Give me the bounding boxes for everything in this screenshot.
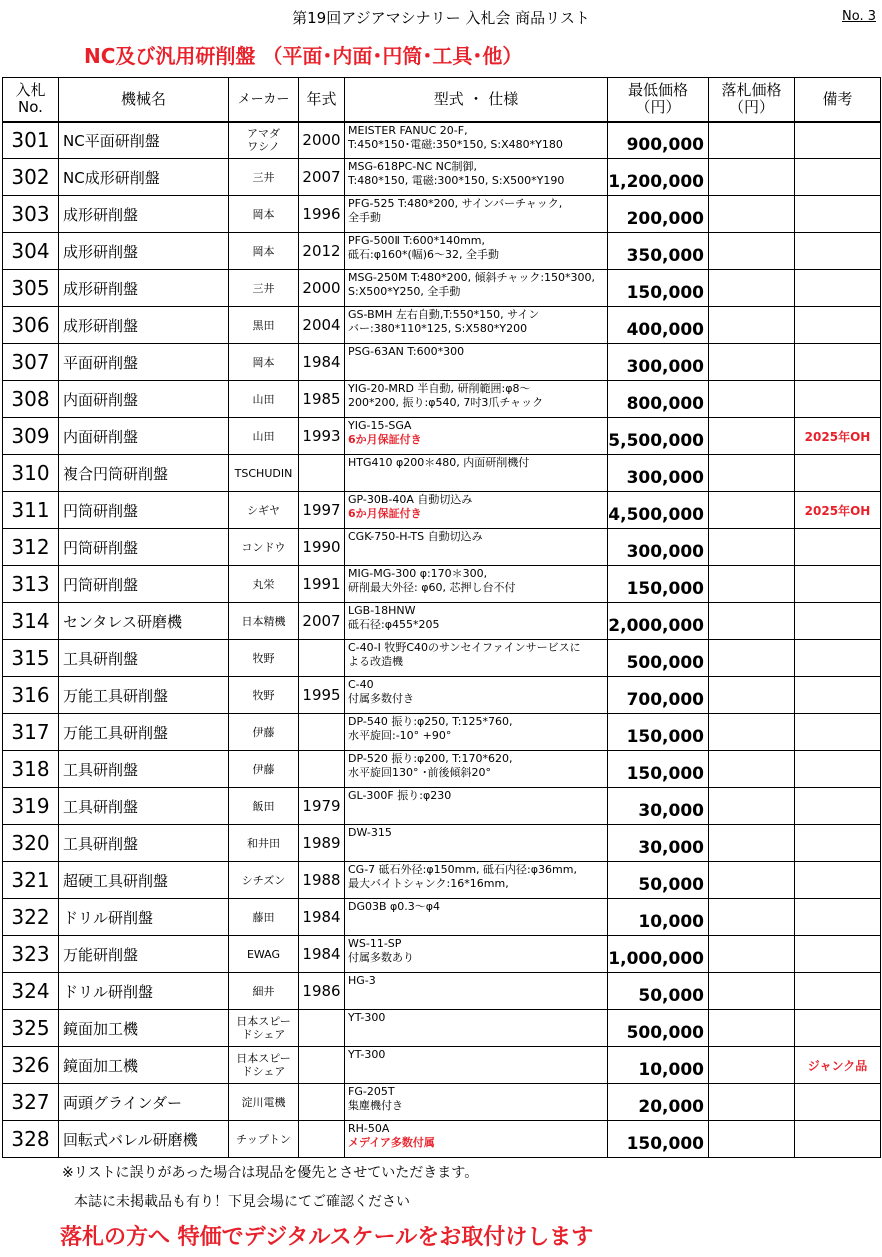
table-row xyxy=(3,825,881,862)
note xyxy=(795,825,881,862)
min-price: 800,000 xyxy=(608,381,709,418)
min-price: 4,500,000 xyxy=(608,492,709,529)
section-title: NC及び汎用研削盤 （平面･内面･円筒･工具･他） xyxy=(84,44,523,68)
year: 1991 xyxy=(299,566,345,603)
min-price: 300,000 xyxy=(608,529,709,566)
bid-price xyxy=(709,1121,795,1158)
bid-price xyxy=(709,492,795,529)
machine-name: 工具研削盤 xyxy=(59,825,229,862)
min-price: 200,000 xyxy=(608,196,709,233)
bid-price xyxy=(709,381,795,418)
bid-price xyxy=(709,1047,795,1084)
spec: CG-7 砥石外径:φ150mm, 砥石内径:φ36mm, 最大バイトシャンク:16*16mm, xyxy=(345,862,608,899)
year: 1984 xyxy=(299,899,345,936)
lot-number: 313 xyxy=(3,566,59,603)
spec: PFG-500Ⅱ T:600*140mm, 砥石:φ160*(幅)6～32, 全手動 xyxy=(345,233,608,270)
machine-name: 鏡面加工機 xyxy=(59,1047,229,1084)
bid-price xyxy=(709,936,795,973)
spec: PFG-525 T:480*200, サインバーチャック, 全手動 xyxy=(345,196,608,233)
maker: シチズン xyxy=(229,862,299,899)
maker: 三井 xyxy=(229,159,299,196)
table-row xyxy=(3,973,881,1010)
bid-price xyxy=(709,122,795,159)
year xyxy=(299,714,345,751)
spec: YIG-15-SGA 6か月保証付き xyxy=(345,418,608,455)
table-row xyxy=(3,1010,881,1047)
min-price: 50,000 xyxy=(608,862,709,899)
maker: EWAG xyxy=(229,936,299,973)
lot-number: 323 xyxy=(3,936,59,973)
spec: WS-11-SP 付属多数あり xyxy=(345,936,608,973)
table-row xyxy=(3,862,881,899)
spec: RH-50A メデイア多数付属 xyxy=(345,1121,608,1158)
note xyxy=(795,788,881,825)
spec: HG-3 xyxy=(345,973,608,1010)
page-number: No. 3 xyxy=(842,9,876,24)
note xyxy=(795,862,881,899)
spec: MEISTER FANUC 20-F, T:450*150･電磁:350*150, S:X480*Y180 xyxy=(345,122,608,159)
footer-notice: 本誌に未掲載品も有り！下見会場にてご確認ください xyxy=(74,1194,410,1210)
bid-price xyxy=(709,862,795,899)
bid-price xyxy=(709,455,795,492)
spec: DG03B φ0.3～φ4 xyxy=(345,899,608,936)
footer-promo: 落札の方へ 特価でデジタルスケールをお取付けします xyxy=(60,1225,594,1250)
lot-number: 302 xyxy=(3,159,59,196)
bid-price xyxy=(709,899,795,936)
note xyxy=(795,1121,881,1158)
page-title: 第19回アジアマシナリー 入札会 商品リスト xyxy=(292,9,590,27)
table-header-row xyxy=(3,78,881,122)
min-price: 1,200,000 xyxy=(608,159,709,196)
machine-name: ドリル研削盤 xyxy=(59,899,229,936)
year: 2007 xyxy=(299,159,345,196)
note xyxy=(795,936,881,973)
maker: 藤田 xyxy=(229,899,299,936)
machine-name: センタレス研磨機 xyxy=(59,603,229,640)
spec: GL-300F 振り:φ230 xyxy=(345,788,608,825)
year: 1979 xyxy=(299,788,345,825)
maker: アマダ ワシノ xyxy=(229,122,299,159)
maker: 岡本 xyxy=(229,196,299,233)
note: 2025年OH xyxy=(795,418,881,455)
spec: DW-315 xyxy=(345,825,608,862)
machine-name: ドリル研削盤 xyxy=(59,973,229,1010)
min-price: 50,000 xyxy=(608,973,709,1010)
note xyxy=(795,455,881,492)
min-price: 150,000 xyxy=(608,751,709,788)
col-header-min-price: 最低価格 （円） xyxy=(608,78,709,122)
min-price: 30,000 xyxy=(608,788,709,825)
table-row xyxy=(3,455,881,492)
min-price: 500,000 xyxy=(608,640,709,677)
min-price: 20,000 xyxy=(608,1084,709,1121)
note xyxy=(795,640,881,677)
note xyxy=(795,899,881,936)
product-table xyxy=(2,77,881,1158)
min-price: 350,000 xyxy=(608,233,709,270)
lot-number: 324 xyxy=(3,973,59,1010)
note: 2025年OH xyxy=(795,492,881,529)
note xyxy=(795,270,881,307)
lot-number: 314 xyxy=(3,603,59,640)
lot-number: 317 xyxy=(3,714,59,751)
maker: TSCHUDIN xyxy=(229,455,299,492)
note xyxy=(795,566,881,603)
lot-number: 326 xyxy=(3,1047,59,1084)
note xyxy=(795,159,881,196)
lot-number: 310 xyxy=(3,455,59,492)
year: 1984 xyxy=(299,344,345,381)
year: 1984 xyxy=(299,936,345,973)
year: 2000 xyxy=(299,122,345,159)
bid-price xyxy=(709,159,795,196)
year: 1993 xyxy=(299,418,345,455)
spec: PSG-63AN T:600*300 xyxy=(345,344,608,381)
note xyxy=(795,714,881,751)
maker: 細井 xyxy=(229,973,299,1010)
spec: CGK-750-H-TS 自動切込み xyxy=(345,529,608,566)
col-header-spec: 型式 ・ 仕様 xyxy=(345,78,608,122)
min-price: 150,000 xyxy=(608,566,709,603)
note xyxy=(795,122,881,159)
maker: 黒田 xyxy=(229,307,299,344)
machine-name: 成形研削盤 xyxy=(59,270,229,307)
maker: 伊藤 xyxy=(229,714,299,751)
year xyxy=(299,1047,345,1084)
table-row xyxy=(3,714,881,751)
lot-number: 305 xyxy=(3,270,59,307)
maker: 和井田 xyxy=(229,825,299,862)
machine-name: 複合円筒研削盤 xyxy=(59,455,229,492)
lot-number: 304 xyxy=(3,233,59,270)
bid-price xyxy=(709,788,795,825)
min-price: 10,000 xyxy=(608,899,709,936)
machine-name: 回転式バレル研磨機 xyxy=(59,1121,229,1158)
year: 1986 xyxy=(299,973,345,1010)
bid-price xyxy=(709,640,795,677)
year: 1995 xyxy=(299,677,345,714)
note: ジャンク品 xyxy=(795,1047,881,1084)
year: 2004 xyxy=(299,307,345,344)
lot-number: 325 xyxy=(3,1010,59,1047)
maker: 淀川電機 xyxy=(229,1084,299,1121)
bid-price xyxy=(709,751,795,788)
table-row xyxy=(3,492,881,529)
lot-number: 303 xyxy=(3,196,59,233)
table-row xyxy=(3,418,881,455)
col-header-notes: 備考 xyxy=(795,78,881,122)
note xyxy=(795,1084,881,1121)
note xyxy=(795,677,881,714)
bid-price xyxy=(709,270,795,307)
bid-price xyxy=(709,233,795,270)
note xyxy=(795,529,881,566)
machine-name: 工具研削盤 xyxy=(59,751,229,788)
min-price: 30,000 xyxy=(608,825,709,862)
maker: 牧野 xyxy=(229,677,299,714)
machine-name: 万能工具研削盤 xyxy=(59,714,229,751)
min-price: 150,000 xyxy=(608,714,709,751)
col-header-maker: メーカー xyxy=(229,78,299,122)
min-price: 700,000 xyxy=(608,677,709,714)
lot-number: 320 xyxy=(3,825,59,862)
maker: 牧野 xyxy=(229,640,299,677)
year xyxy=(299,1084,345,1121)
min-price: 900,000 xyxy=(608,122,709,159)
table-row xyxy=(3,1084,881,1121)
bid-price xyxy=(709,307,795,344)
year xyxy=(299,1010,345,1047)
table-row xyxy=(3,381,881,418)
spec: FG-205T 集塵機付き xyxy=(345,1084,608,1121)
maker: シギヤ xyxy=(229,492,299,529)
min-price: 1,000,000 xyxy=(608,936,709,973)
table-row xyxy=(3,1121,881,1158)
note xyxy=(795,751,881,788)
machine-name: 成形研削盤 xyxy=(59,307,229,344)
spec: MIG-MG-300 φ:170＊300, 研削最大外径: φ60, 芯押し台不付 xyxy=(345,566,608,603)
min-price: 10,000 xyxy=(608,1047,709,1084)
year: 2012 xyxy=(299,233,345,270)
maker: 山田 xyxy=(229,418,299,455)
maker: コンドウ xyxy=(229,529,299,566)
spec: DP-520 振り:φ200, T:170*620, 水平旋回130° ･前後傾斜20° xyxy=(345,751,608,788)
year: 1996 xyxy=(299,196,345,233)
lot-number: 328 xyxy=(3,1121,59,1158)
machine-name: NC成形研削盤 xyxy=(59,159,229,196)
lot-number: 316 xyxy=(3,677,59,714)
bid-price xyxy=(709,1010,795,1047)
spec: GP-30B-40A 自動切込み 6か月保証付き xyxy=(345,492,608,529)
maker: 岡本 xyxy=(229,233,299,270)
table-row xyxy=(3,270,881,307)
machine-name: 工具研削盤 xyxy=(59,640,229,677)
lot-number: 309 xyxy=(3,418,59,455)
spec: YIG-20-MRD 半自動, 研削範囲:φ8～ 200*200, 振り:φ540, 7吋3爪チャック xyxy=(345,381,608,418)
note xyxy=(795,381,881,418)
min-price: 300,000 xyxy=(608,455,709,492)
spec: GS-BMH 左右自動,T:550*150, サイン バー:380*110*125, S:X580*Y200 xyxy=(345,307,608,344)
lot-number: 301 xyxy=(3,122,59,159)
table-row xyxy=(3,899,881,936)
machine-name: 超硬工具研削盤 xyxy=(59,862,229,899)
table-row xyxy=(3,936,881,973)
machine-name: 円筒研削盤 xyxy=(59,529,229,566)
maker: 日本精機 xyxy=(229,603,299,640)
maker: 日本スピー ドシェア xyxy=(229,1047,299,1084)
table-row xyxy=(3,307,881,344)
year xyxy=(299,455,345,492)
note xyxy=(795,344,881,381)
machine-name: 内面研削盤 xyxy=(59,418,229,455)
machine-name: 成形研削盤 xyxy=(59,196,229,233)
lot-number: 322 xyxy=(3,899,59,936)
table-row xyxy=(3,1047,881,1084)
note xyxy=(795,1010,881,1047)
note xyxy=(795,196,881,233)
table-row xyxy=(3,677,881,714)
footer-disclaimer: ※リストに誤りがあった場合は現品を優先とさせていただきます。 xyxy=(62,1165,479,1181)
table-row xyxy=(3,344,881,381)
spec: YT-300 xyxy=(345,1047,608,1084)
maker: 飯田 xyxy=(229,788,299,825)
machine-name: 両頭グラインダー xyxy=(59,1084,229,1121)
bid-price xyxy=(709,529,795,566)
spec: MSG-618PC-NC NC制御, T:480*150, 電磁:300*150, S:X500*Y190 xyxy=(345,159,608,196)
table-row xyxy=(3,159,881,196)
year xyxy=(299,751,345,788)
min-price: 400,000 xyxy=(608,307,709,344)
machine-name: 平面研削盤 xyxy=(59,344,229,381)
table-row xyxy=(3,233,881,270)
note xyxy=(795,603,881,640)
bid-price xyxy=(709,418,795,455)
spec: C-40-I 牧野C40のサンセイファインサービスに よる改造機 xyxy=(345,640,608,677)
spec: C-40 付属多数付き xyxy=(345,677,608,714)
bid-price xyxy=(709,566,795,603)
table-row xyxy=(3,566,881,603)
machine-name: 万能研削盤 xyxy=(59,936,229,973)
year: 2007 xyxy=(299,603,345,640)
year: 1988 xyxy=(299,862,345,899)
year: 1985 xyxy=(299,381,345,418)
table-row xyxy=(3,122,881,159)
machine-name: 円筒研削盤 xyxy=(59,492,229,529)
note xyxy=(795,973,881,1010)
note xyxy=(795,307,881,344)
min-price: 150,000 xyxy=(608,270,709,307)
lot-number: 327 xyxy=(3,1084,59,1121)
bid-price xyxy=(709,677,795,714)
bid-price xyxy=(709,1084,795,1121)
spec: MSG-250M T:480*200, 傾斜チャック:150*300, S:X500*Y250, 全手動 xyxy=(345,270,608,307)
year: 1997 xyxy=(299,492,345,529)
year: 2000 xyxy=(299,270,345,307)
table-row xyxy=(3,640,881,677)
maker: 山田 xyxy=(229,381,299,418)
min-price: 300,000 xyxy=(608,344,709,381)
min-price: 500,000 xyxy=(608,1010,709,1047)
year: 1989 xyxy=(299,825,345,862)
machine-name: 工具研削盤 xyxy=(59,788,229,825)
bid-price xyxy=(709,973,795,1010)
table-row xyxy=(3,751,881,788)
maker: チップトン xyxy=(229,1121,299,1158)
spec: LGB-18HNW 砥石径:φ455*205 xyxy=(345,603,608,640)
machine-name: NC平面研削盤 xyxy=(59,122,229,159)
machine-name: 鏡面加工機 xyxy=(59,1010,229,1047)
bid-price xyxy=(709,196,795,233)
maker: 伊藤 xyxy=(229,751,299,788)
maker: 三井 xyxy=(229,270,299,307)
year: 1990 xyxy=(299,529,345,566)
table-row xyxy=(3,196,881,233)
bid-price xyxy=(709,825,795,862)
lot-number: 312 xyxy=(3,529,59,566)
table-row xyxy=(3,603,881,640)
machine-name: 成形研削盤 xyxy=(59,233,229,270)
machine-name: 円筒研削盤 xyxy=(59,566,229,603)
table-row xyxy=(3,529,881,566)
maker: 岡本 xyxy=(229,344,299,381)
bid-price xyxy=(709,603,795,640)
col-header-no: 入札 No. xyxy=(3,78,59,122)
lot-number: 318 xyxy=(3,751,59,788)
table-row xyxy=(3,788,881,825)
lot-number: 321 xyxy=(3,862,59,899)
lot-number: 306 xyxy=(3,307,59,344)
year xyxy=(299,640,345,677)
lot-number: 307 xyxy=(3,344,59,381)
spec: YT-300 xyxy=(345,1010,608,1047)
spec: HTG410 φ200＊480, 内面研削機付 xyxy=(345,455,608,492)
lot-number: 319 xyxy=(3,788,59,825)
min-price: 150,000 xyxy=(608,1121,709,1158)
lot-number: 311 xyxy=(3,492,59,529)
maker: 丸栄 xyxy=(229,566,299,603)
col-header-name: 機械名 xyxy=(59,78,229,122)
machine-name: 内面研削盤 xyxy=(59,381,229,418)
col-header-year: 年式 xyxy=(299,78,345,122)
spec: DP-540 振り:φ250, T:125*760, 水平旋回:-10° +90° xyxy=(345,714,608,751)
note xyxy=(795,233,881,270)
year xyxy=(299,1121,345,1158)
bid-price xyxy=(709,344,795,381)
col-header-bid-price: 落札価格 （円） xyxy=(709,78,795,122)
lot-number: 315 xyxy=(3,640,59,677)
min-price: 2,000,000 xyxy=(608,603,709,640)
lot-number: 308 xyxy=(3,381,59,418)
machine-name: 万能工具研削盤 xyxy=(59,677,229,714)
maker: 日本スピー ドシェア xyxy=(229,1010,299,1047)
min-price: 5,500,000 xyxy=(608,418,709,455)
bid-price xyxy=(709,714,795,751)
